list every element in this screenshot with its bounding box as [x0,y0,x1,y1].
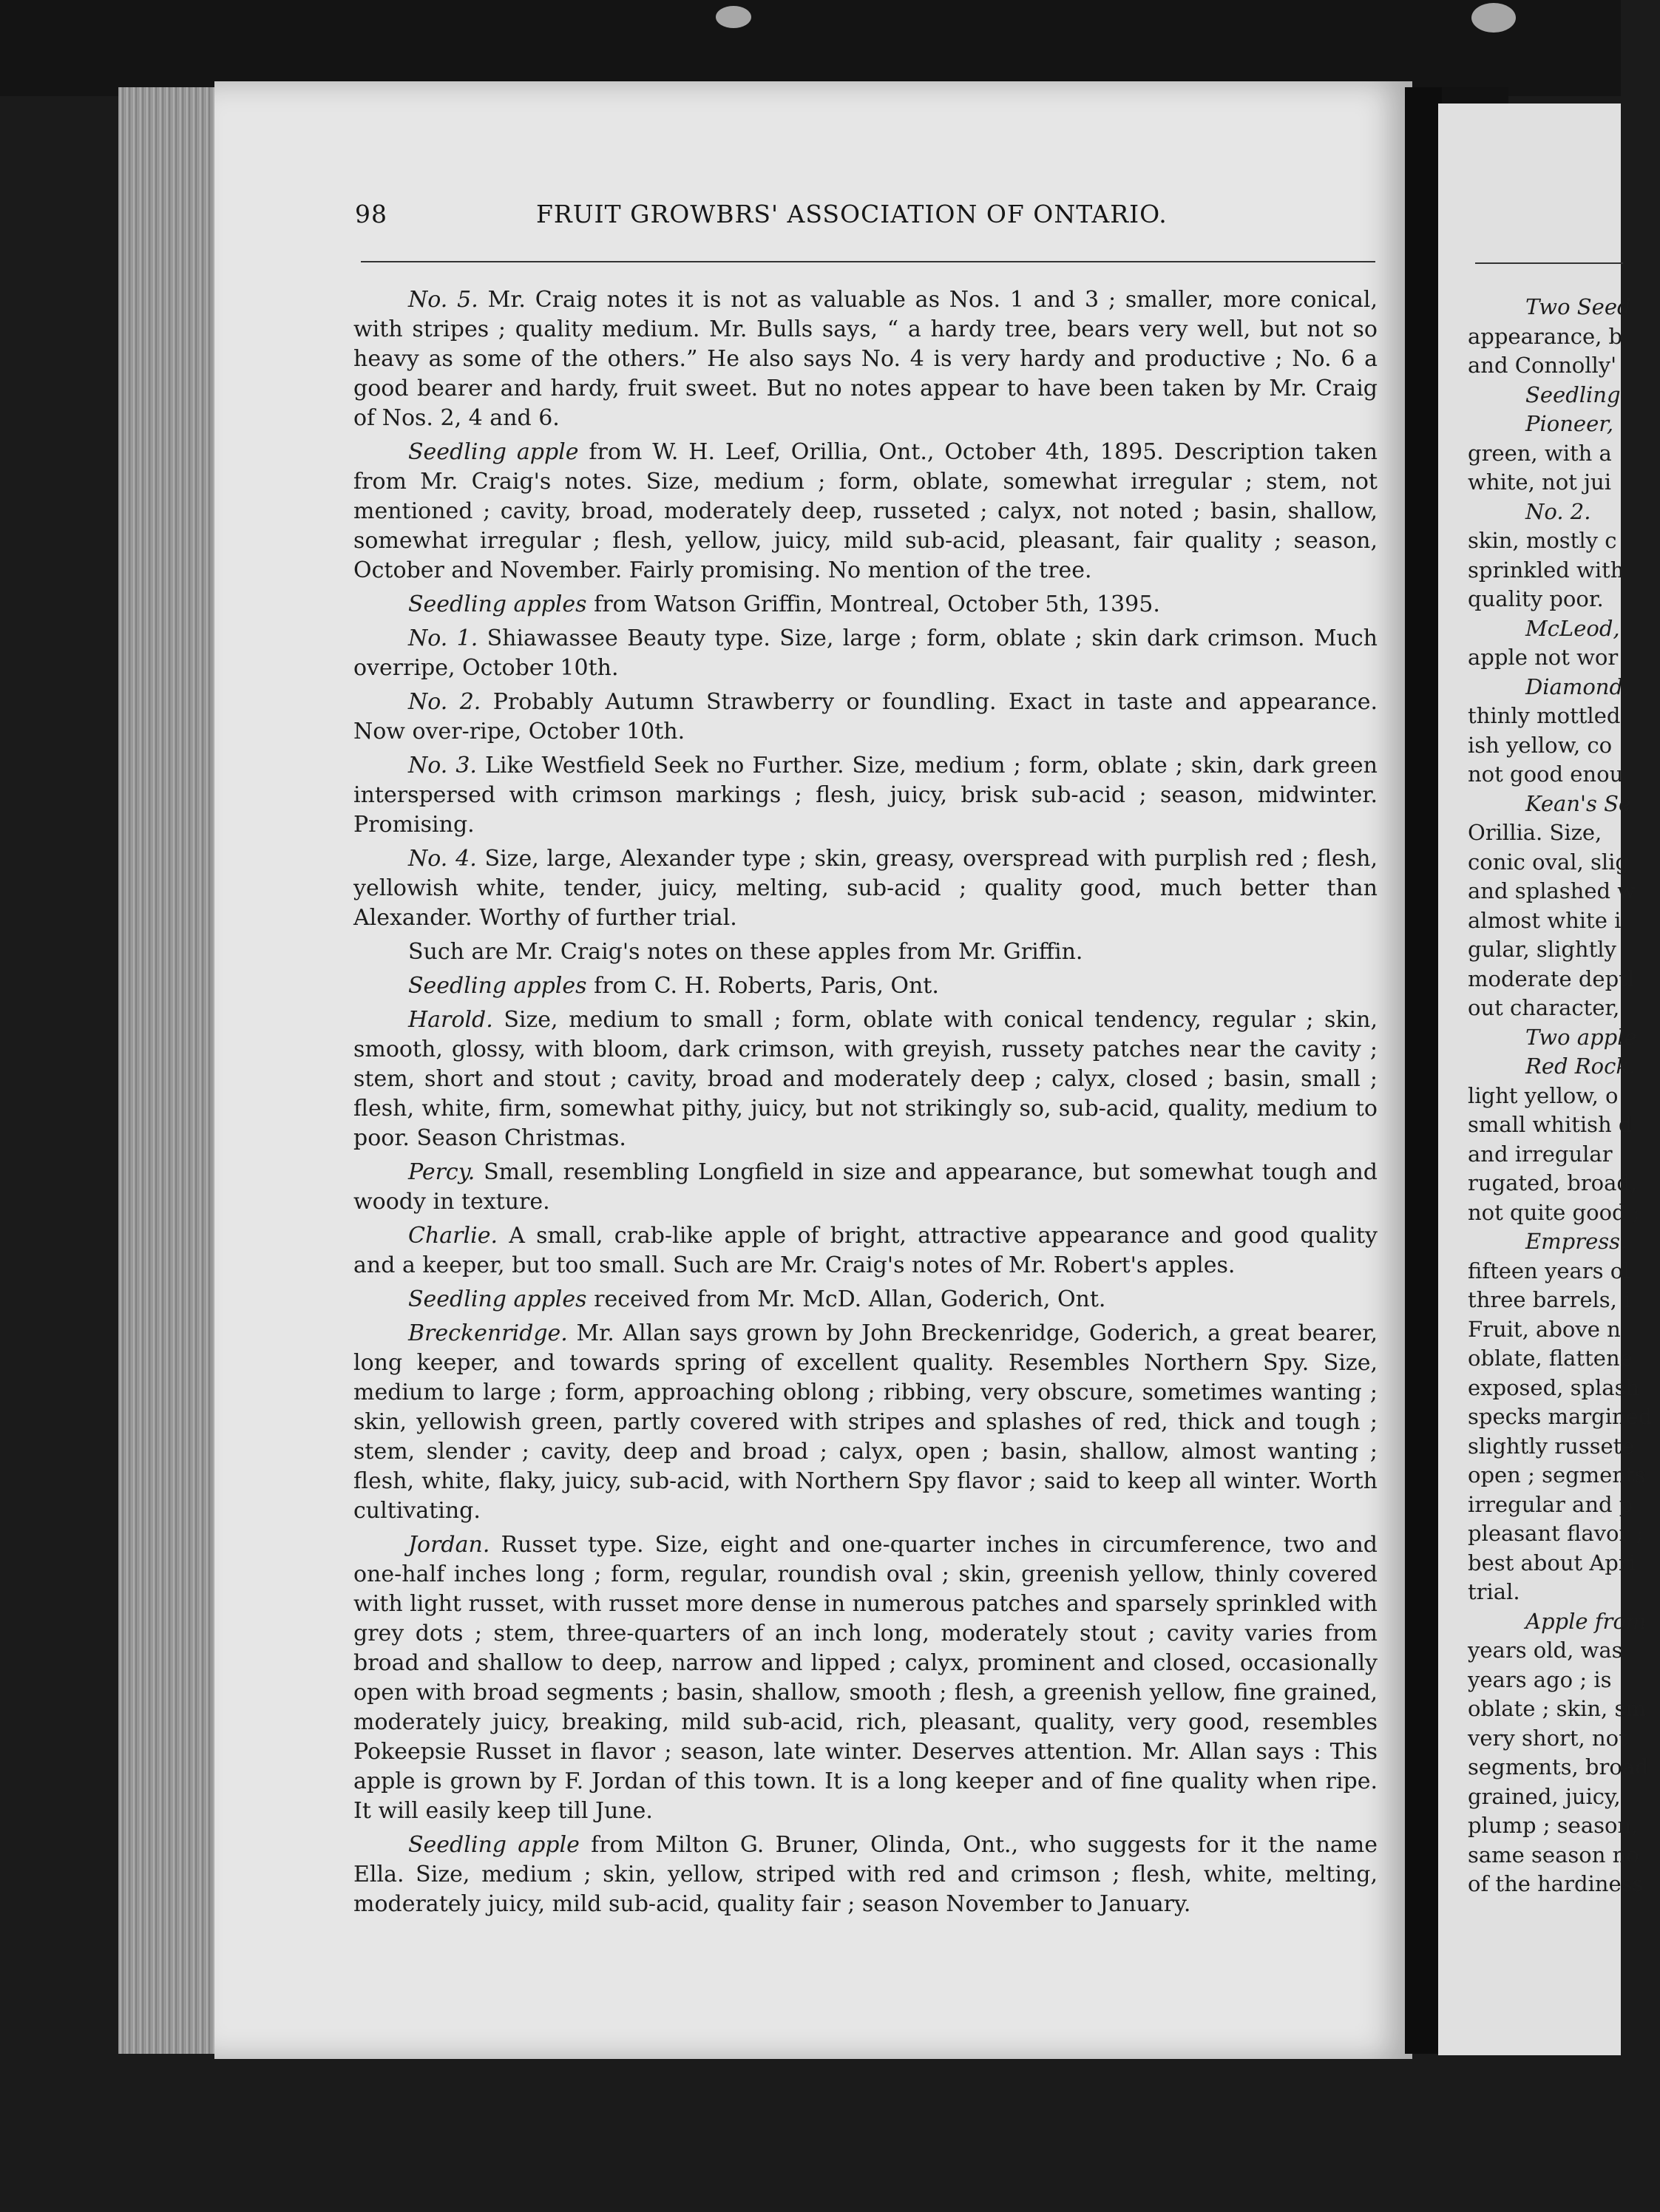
facing-page-line: Two apple [1525,1024,1637,1050]
paragraph [353,624,1378,683]
paragraph-text: Size, large, Alexander type ; skin, greasy, overspread with purplish red ; flesh, yellowish white, tender, juicy, melting, sub-acid ; quality good, much better than Alexander. Worthy of further trial. [353,846,1378,931]
paragraph [353,1285,1378,1314]
facing-page-line: Kean's Se [1525,790,1632,816]
facing-page-line: segments, broad [1468,1754,1649,1780]
paragraph-text: from W. H. Leef, Orillia, Ont., October 4th, 1895. Description taken from Mr. Craig's notes. Size, medium ; form, oblate, somewhat irregular ; stem, not mentioned ; cavity, broad, moderately deep, russeted ; calyx, not noted ; basin, shallow, somewhat irregular ; flesh, yellow, juicy, mild sub-acid, pleasant, fair quality ; season, October and November. Fairly promising. No mention of the tree. [353,439,1378,583]
facing-page-line: appearance, b [1468,323,1623,349]
page-edges [118,87,222,2054]
paragraph-lead: Seedling apple [408,1832,580,1858]
facing-page-line: light yellow, o [1468,1082,1619,1108]
paragraph-lead: Percy. [408,1159,475,1185]
paragraph-lead: No. 4. [408,846,477,872]
facing-page-line: Apple from [1525,1608,1647,1634]
paragraph-text: Small, resembling Longfield in size and appearance, but somewhat tough and woody in texture. [353,1159,1378,1215]
book-gutter [1405,87,1442,2054]
facing-page-line: thinly mottled [1468,703,1621,728]
paragraph [353,1158,1378,1217]
paragraph-text: A small, crab-like apple of bright, attractive appearance and good quality and a keeper, but too small. Such are Mr. Craig's notes of Mr. Robert's apples. [353,1223,1378,1278]
facing-page-line: specks margined [1468,1404,1653,1429]
paragraph-text: received from Mr. McD. Allan, Goderich, Ont. [594,1286,1106,1312]
paragraph-text: Such are Mr. Craig's notes on these apples from Mr. Griffin. [408,939,1083,965]
paragraph [353,1319,1378,1526]
paragraph-lead: Seedling apples [408,973,587,999]
paragraph-text: Mr. Allan says grown by John Breckenridge, Goderich, a great bearer, long keeper, and towards spring of excellent quality. Resembles Northern Spy. Size, medium to large ; form, approaching oblong ; ribbing, very obscure, sometimes wanting ; skin, yellowish green, partly covered with stripes and splashes of red, thick and tough ; stem, slender ; cavity, deep and broad ; calyx, open ; basin, shallow, almost wanting ; flesh, white, flaky, juicy, sub-acid, with Northern Spy flavor ; said to keep all winter. Worth cultivating. [353,1320,1378,1524]
facing-page-line: slightly russete [1468,1433,1635,1459]
paragraph-lead: Harold. [408,1007,493,1033]
facing-page-line: three barrels, i [1468,1287,1631,1312]
paragraph-text: Mr. Craig notes it is not as valuable as Nos. 1 and 3 ; smaller, more conical, with stripes ; quality medium. Mr. Bulls says, “ a hardy tree, bears very well, but not so heavy as some of the others.” He also says No. 4 is very hardy and productive ; No. 6 a good bearer and hardy, fruit sweet. But no notes appear to have been taken by Mr. Craig of Nos. 2, 4 and 6. [353,287,1378,431]
facing-page-line: quality poor. [1468,586,1604,611]
facing-page-line: moderate deptl [1468,966,1635,991]
facing-page-line: skin, mostly c [1468,528,1617,553]
facing-page-line: and splashed w [1468,878,1636,903]
facing-page-line: very short, not [1468,1725,1627,1751]
paragraph [353,590,1378,620]
facing-page-line: gular, slightly [1468,937,1616,962]
facing-page-line: grained, juicy, [1468,1783,1621,1809]
paragraph-lead: No. 2. [408,689,481,715]
facing-page-line: oblate, flattene [1468,1346,1633,1371]
header-rule [361,261,1375,262]
facing-page-line: ish yellow, co [1468,732,1613,758]
facing-page-line: small whitish d [1468,1112,1633,1137]
facing-page-line: green, with a [1468,440,1612,466]
paragraph [353,751,1378,840]
paragraph-lead: No. 3. [408,753,477,778]
facing-page-line: No. 2. [1525,498,1591,524]
paragraph [353,1530,1378,1826]
article-body [353,285,1378,1924]
facing-page-line: McLeod, [1525,615,1620,641]
paragraph-lead: Charlie. [408,1223,498,1249]
facing-page-line: rugated, broad, [1468,1170,1638,1195]
paragraph-text: Russet type. Size, eight and one-quarter inches in circumference, two and one-half inches long ; form, regular, roundish oval ; skin, greenish yellow, thinly covered with light russet, with russet more dense in numerous patches and sparsely sprinkled with grey dots ; stem, three-quarters of an inch long, moderately stout ; cavity varies from broad and shallow to deep, narrow and lipped ; calyx, prominent and closed, occasionally open with broad segments ; basin, shallow, smooth ; flesh, a greenish yellow, fine grained, moderately juicy, breaking, mild sub-acid, rich, pleasant, quality, very good, resembles Pokeepsie Russet in flavor ; season, late winter. Deserves attention. Mr. Allan says : This apple is grown by F. Jordan of this town. It is a long keeper and of fine quality when ripe. It will easily keep till June. [353,1532,1378,1824]
paragraph [353,1005,1378,1153]
facing-page-line: Fruit, above n [1468,1316,1621,1342]
facing-page-line: out character, [1468,995,1620,1020]
paragraph-text: Shiawassee Beauty type. Size, large ; form, oblate ; skin dark crimson. Much overripe, October 10th. [353,625,1378,681]
paragraph-text: Like Westfield Seek no Further. Size, medium ; form, oblate ; skin, dark green interspersed with crimson markings ; flesh, juicy, brisk sub-acid ; season, midwinter. Promising. [353,753,1378,838]
paragraph [353,971,1378,1001]
facing-page-line: Orillia. Size, [1468,820,1602,845]
facing-page-line: pleasant flavor ; [1468,1521,1644,1546]
paragraph-lead: Seedling apple [408,439,579,465]
paragraph-text: from Milton G. Bruner, Olinda, Ont., who suggests for it the name Ella. Size, medium ; skin, yellow, striped with red and crimson ; flesh, white, melting, moderately juicy, mild sub-acid, quality fair ; season November to January. [353,1832,1378,1917]
facing-page-line: not good enou [1468,761,1624,787]
paragraph-lead: Seedling apples [408,1286,587,1312]
facing-header-rule [1475,262,1623,264]
facing-page-line: Diamond, [1525,674,1630,699]
facing-page-line: oblate ; skin, sm [1468,1696,1646,1721]
paragraph [353,1831,1378,1919]
paragraph-lead: Breckenridge. [408,1320,568,1346]
facing-page-line: and Connolly' [1468,353,1617,378]
facing-page-line: open ; segments [1468,1462,1646,1487]
page-header-title: FRUIT GROWBRS' ASSOCIATION OF ONTARIO. [536,200,1168,228]
paragraph-lead: Jordan. [408,1532,490,1558]
facing-page-line: Seedling [1525,381,1621,407]
facing-page-line: irregular and p [1468,1491,1633,1517]
paragraph-text: from Watson Griffin, Montreal, October 5th, 1395. [594,591,1160,617]
facing-page-line: Red Rock. [1525,1054,1636,1079]
running-head [355,200,1375,237]
facing-page-line: conic oval, slig [1468,849,1629,875]
facing-page-line: years ago ; is [1468,1666,1612,1692]
facing-page-line: Two Seed [1525,294,1631,319]
facing-page-line: trial. [1468,1579,1520,1604]
facing-page-line: plump ; season, [1468,1813,1639,1838]
scan-artifact [1471,3,1516,33]
facing-page-text [1468,293,1660,1899]
scan-artifact [716,6,751,28]
facing-page-line: and irregular [1468,1141,1613,1167]
paragraph [353,1221,1378,1280]
paragraph-text: Probably Autumn Strawberry or foundling. Exact in taste and appearance. Now over-ripe, October 10th. [353,689,1378,744]
facing-page-line: not quite good ; [1468,1199,1640,1225]
facing-page-line: years old, was [1468,1638,1623,1663]
page-number: 98 [355,200,387,228]
paragraph-lead: No. 5. [408,287,478,313]
facing-page-line: same season no [1468,1842,1639,1867]
facing-page-line: apple not wor [1468,645,1619,670]
facing-page-line: best about Apri [1468,1550,1636,1575]
facing-page-line: white, not jui [1468,469,1611,495]
paragraph-text: from C. H. Roberts, Paris, Ont. [594,973,939,999]
paragraph [353,285,1378,433]
paragraph-lead: No. 1. [408,625,478,651]
paragraph [353,438,1378,586]
paragraph-lead: Seedling apples [408,591,587,617]
paragraph-text: Size, medium to small ; form, oblate with conical tendency, regular ; skin, smooth, glossy, with bloom, dark crimson, with greyish, russety patches near the cavity ; stem, short and stout ; cavity, broad and moderately deep ; calyx, closed ; basin, small ; flesh, white, firm, somewhat pithy, juicy, but not strikingly so, sub-acid, quality, medium to poor. Season Christmas. [353,1007,1378,1151]
facing-page-line: of the hardiness [1468,1871,1644,1896]
facing-page-line: sprinkled with [1468,557,1625,583]
facing-page-line: Empress. [1525,1229,1627,1254]
facing-page-line: fifteen years ol [1468,1258,1630,1283]
facing-page-line: exposed, splash [1468,1374,1640,1400]
facing-page-line: Pioneer, [1525,411,1614,436]
paragraph [353,937,1378,967]
paragraph [353,844,1378,933]
paragraph [353,688,1378,747]
facing-page-line: almost white i [1468,907,1622,933]
